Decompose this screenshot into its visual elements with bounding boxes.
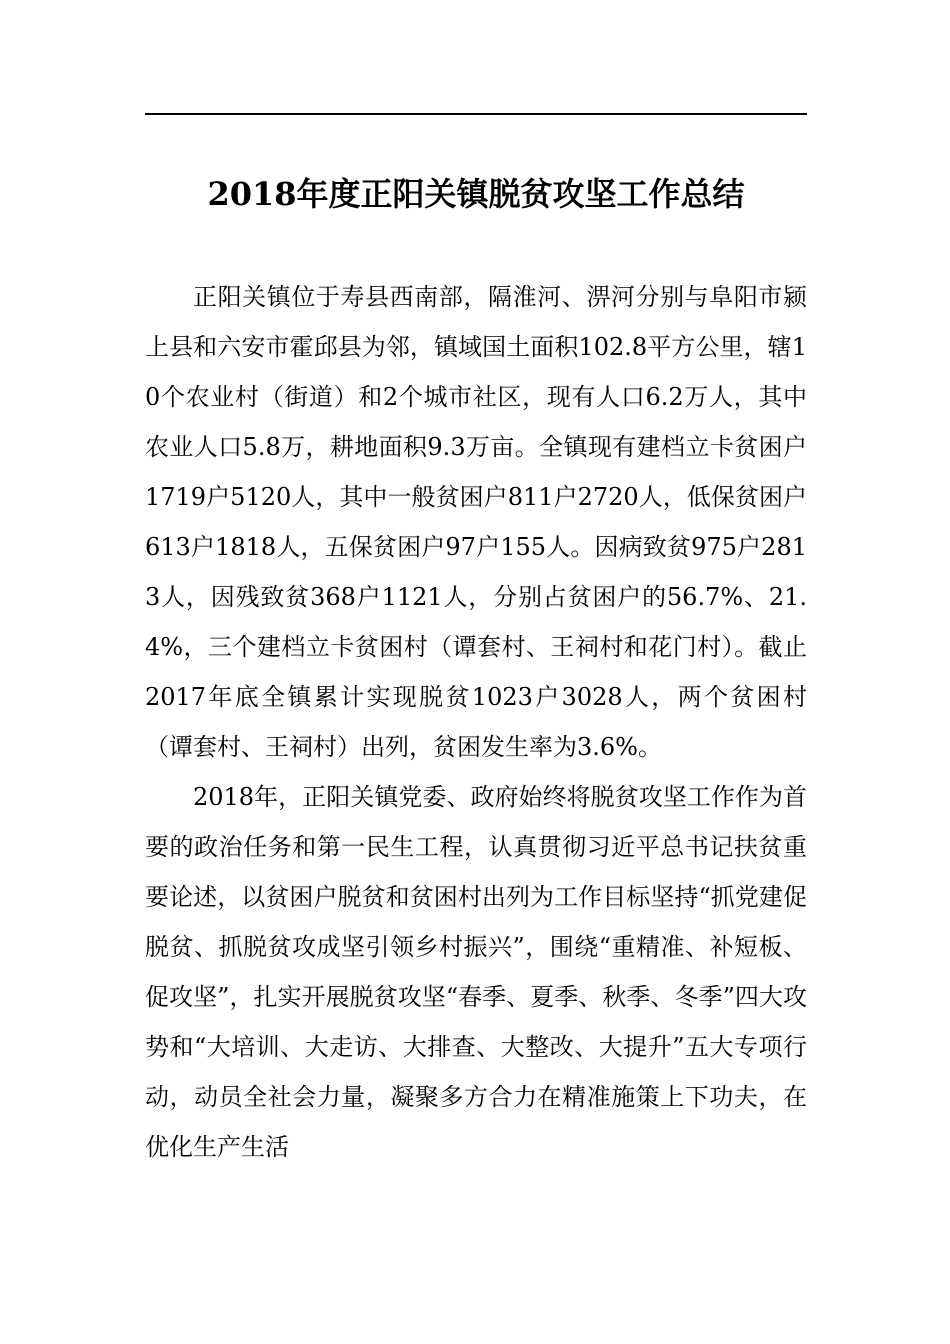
paragraph-overview: 正阳关镇位于寿县西南部，隔淮河、淠河分别与阜阳市颍上县和六安市霍邱县为邻，镇域国土面积102.8平方公里，辖10个农业村（街道）和2个城市社区，现有人口6.2万人，其中农业人口5.8万，耕地面积9.3万亩。全镇现有建档立卡贫困户1719户5120人，其中一般贫困户811户2720人，低保贫困户613户1818人，五保贫困户97户155人。因病致贫975户2813人，因残致贫368户1121人，分别占贫困户的56.7%、21.4%，三个建档立卡贫困村（谭套村、王祠村和花门村）。截止2017年底全镇累计实现脱贫1023户3028人，两个贫困村（谭套村、王祠村）出列，贫困发生率为3.6%。 xyxy=(145,283,807,761)
document-body xyxy=(145,272,807,1172)
header-rule xyxy=(145,113,807,115)
paragraph-work-summary: 2018年，正阳关镇党委、政府始终将脱贫攻坚工作作为首要的政治任务和第一民生工程，认真贯彻习近平总书记扶贫重要论述，以贫困户脱贫和贫困村出列为工作目标坚持“抓党建促脱贫、抓脱贫攻成坚引领乡村振兴”，围绕“重精准、补短板、促攻坚”，扎实开展脱贫攻坚“春季、夏季、秋季、冬季”四大攻势和“大培训、大走访、大排查、大整改、大提升”五大专项行动，动员全社会力量，凝聚多方合力在精准施策上下功夫，在优化生产生活 xyxy=(145,783,807,1161)
document-title: 2018年度正阳关镇脱贫攻坚工作总结 xyxy=(207,175,745,213)
